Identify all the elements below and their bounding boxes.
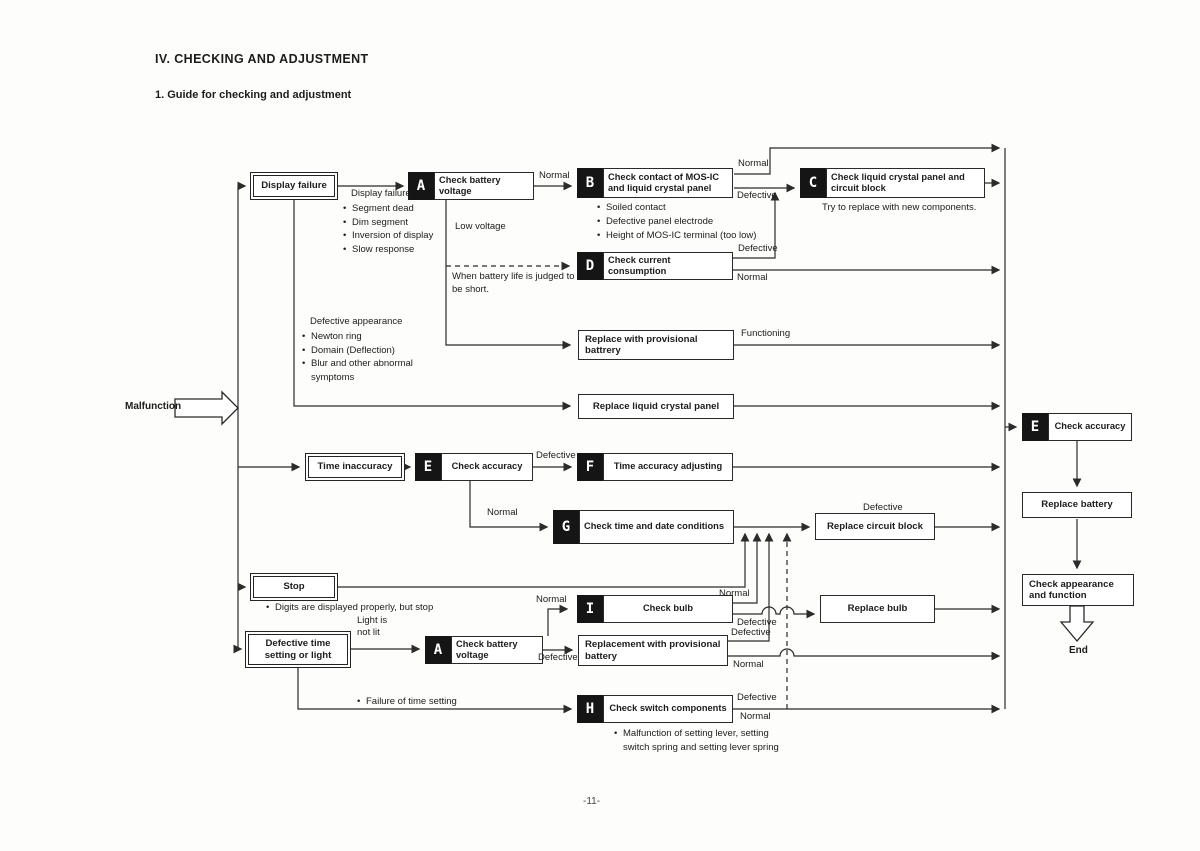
tag-d-icon: D — [577, 252, 603, 280]
malfunction-arrow-icon — [175, 392, 238, 424]
label-normal: Normal — [740, 711, 771, 722]
box-h-check-switch: H Check switch components — [577, 695, 733, 723]
tag-e-icon: E — [415, 453, 441, 481]
tag-f-icon: F — [577, 453, 603, 481]
tag-i-icon: I — [577, 595, 603, 623]
note-c-replace: Try to replace with new components. — [822, 202, 977, 213]
label-defective: Defective — [737, 190, 777, 201]
tag-h-icon: H — [577, 695, 603, 723]
label-low-voltage: Low voltage — [455, 221, 506, 232]
end-arrow-icon — [1061, 606, 1093, 641]
tag-b-icon: B — [577, 168, 603, 198]
box-defective-time-setting: Defective time setting or light — [245, 631, 351, 668]
box-g-check-time-date: G Check time and date conditions — [553, 510, 734, 544]
label-normal: Normal — [719, 588, 750, 599]
note-defective-appearance: Defective appearance • Newton ring • Domain (Deflection) • Blur and other abnormal symptoms — [300, 315, 432, 385]
box-e1-check-accuracy: E Check accuracy — [415, 453, 533, 481]
label-normal: Normal — [487, 507, 518, 518]
tag-c-icon: C — [800, 168, 826, 198]
tag-a-icon: A — [425, 636, 451, 664]
tag-e-icon: E — [1022, 413, 1048, 441]
box-b-check-contact: B Check contact of MOS-IC and liquid crystal panel — [577, 168, 733, 198]
box-check-appearance-function: Check appearance and function — [1022, 574, 1134, 606]
box-time-inaccuracy: Time inaccuracy — [305, 453, 405, 481]
label-defective: Defective — [737, 692, 777, 703]
box-replace-provisional-battery: Replace with provisional battrery — [578, 330, 734, 360]
box-display-failure: Display failure — [250, 172, 338, 200]
box-replacement-provisional-battery: Replacement with provisional battery — [578, 635, 728, 666]
note-b-causes: • Soiled contact • Defective panel electrode • Height of MOS-IC terminal (too low) — [595, 201, 760, 242]
page-number: -11- — [583, 796, 601, 807]
malfunction-label: Malfunction — [125, 401, 182, 412]
box-d-check-current: D Check current consumption — [577, 252, 733, 280]
box-a1-check-battery-voltage: A Check battery voltage — [408, 172, 534, 200]
label-normal: Normal — [738, 158, 769, 169]
label-defective: Defective — [536, 450, 576, 461]
tag-g-icon: G — [553, 510, 579, 544]
note-display-failure: Display failure • Segment dead • Dim segment • Inversion of display • Slow response — [341, 187, 459, 257]
box-c-check-lcd-circuit: C Check liquid crystal panel and circuit block — [800, 168, 985, 198]
label-defective: Defective — [863, 502, 903, 513]
label-defective: Defective — [738, 243, 778, 254]
box-replace-lcd-panel: Replace liquid crystal panel — [578, 394, 734, 419]
subsection-title: 1. Guide for checking and adjustment — [155, 89, 352, 101]
label-light-not-lit: Light is not lit — [357, 615, 388, 638]
label-defective: Defective — [731, 627, 771, 638]
label-functioning: Functioning — [741, 328, 791, 339]
note-time-setting: • Failure of time setting — [355, 695, 515, 709]
label-normal: Normal — [539, 170, 570, 181]
label-normal: Normal — [536, 594, 567, 605]
label-defective: Defective — [737, 617, 777, 628]
box-e2-check-accuracy: E Check accuracy — [1022, 413, 1132, 441]
section-title: IV. CHECKING AND ADJUSTMENT — [155, 52, 369, 66]
box-replace-bulb: Replace bulb — [820, 595, 935, 623]
tag-a-icon: A — [408, 172, 434, 200]
box-stop: Stop — [250, 573, 338, 601]
note-battery-life: When battery life is judged to be short. — [452, 271, 575, 295]
note-switch-components: • Malfunction of setting lever, setting switch spring and setting lever spring — [612, 727, 787, 755]
box-replace-circuit-block: Replace circuit block — [815, 513, 935, 540]
box-replace-battery: Replace battery — [1022, 492, 1132, 518]
box-i-check-bulb: I Check bulb — [577, 595, 733, 623]
end-label: End — [1069, 645, 1088, 656]
box-f-time-accuracy-adjusting: F Time accuracy adjusting — [577, 453, 733, 481]
label-normal: Normal — [733, 659, 764, 670]
label-defective: Defective — [538, 652, 578, 663]
label-normal: Normal — [737, 272, 768, 283]
box-a2-check-battery-voltage: A Check battery voltage — [425, 636, 543, 664]
note-stop: • Digits are displayed properly, but stop — [264, 601, 484, 615]
